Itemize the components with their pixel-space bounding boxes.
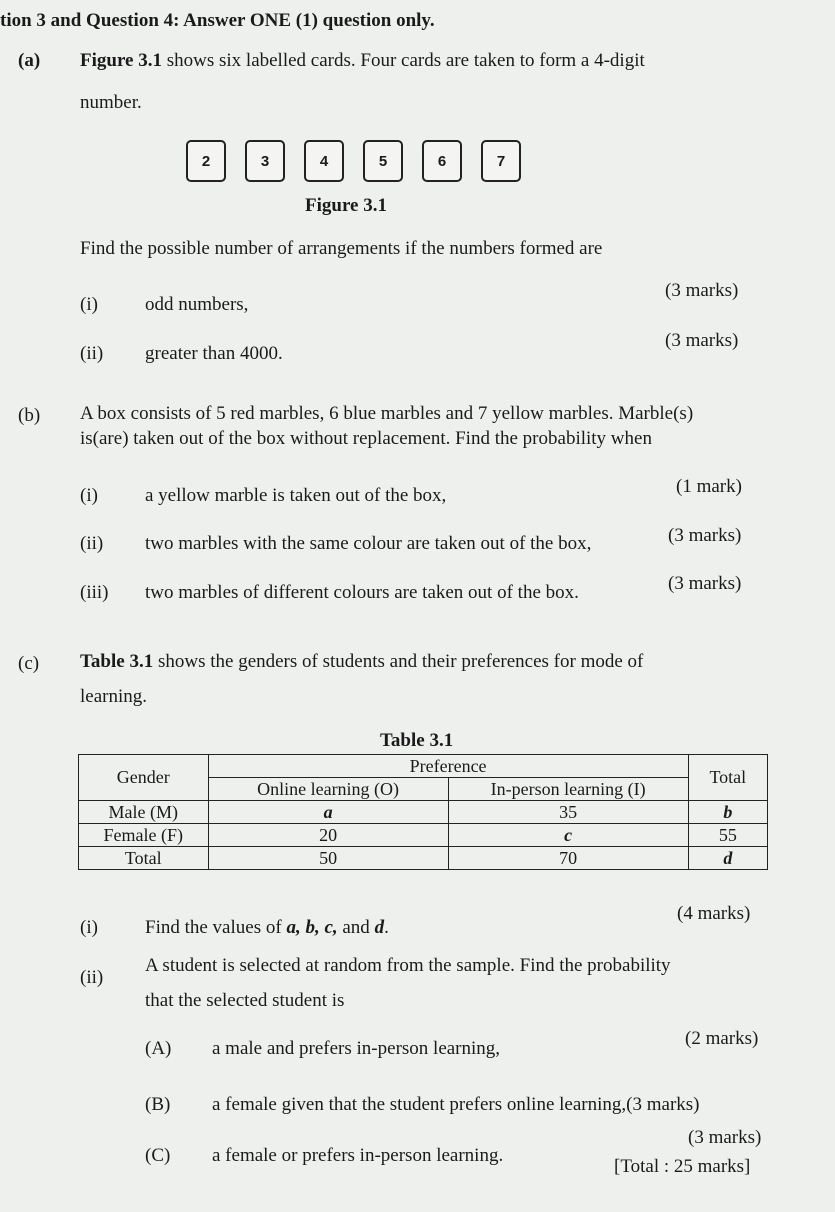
part-c-ii-num: (ii) <box>80 967 104 988</box>
part-c-ii-A-marks: (2 marks) <box>685 1028 759 1049</box>
part-c-i-dot: . <box>384 917 389 938</box>
part-a-ii-marks: (3 marks) <box>665 330 739 351</box>
part-c-i-and: and <box>337 917 375 938</box>
header-online: Online learning (O) <box>208 778 448 801</box>
table-title: Table 3.1 <box>380 730 454 751</box>
part-b-i-text: a yellow marble is taken out of the box, <box>145 485 447 506</box>
part-c-i-marks: (4 marks) <box>677 903 751 924</box>
header-preference: Preference <box>208 755 688 778</box>
total-marks: [Total : 25 marks] <box>614 1156 751 1177</box>
card: 2 <box>186 140 226 182</box>
cell-inperson: 35 <box>448 801 688 824</box>
cell-online: a <box>208 801 448 824</box>
part-b-iii-marks: (3 marks) <box>668 573 742 594</box>
card: 4 <box>304 140 344 182</box>
part-c-text1: shows the genders of students and their preferences for mode of <box>153 651 644 672</box>
part-c-i-vars: a, b, c, <box>286 917 338 938</box>
figure-caption: Figure 3.1 <box>305 195 387 216</box>
part-b-label: (b) <box>18 405 41 426</box>
part-a-i-marks: (3 marks) <box>665 280 739 301</box>
part-c-ii-A-num: (A) <box>145 1038 172 1059</box>
cell-inperson: 70 <box>448 847 688 870</box>
part-b-ii-text: two marbles with the same colour are taken out of the box, <box>145 533 592 554</box>
part-b-ii-num: (ii) <box>80 533 104 554</box>
cell-online: 50 <box>208 847 448 870</box>
card: 5 <box>363 140 403 182</box>
part-a-i-text: odd numbers, <box>145 294 249 315</box>
part-b-iii-text: two marbles of different colours are taken out of the box. <box>145 582 579 603</box>
cell-total: 55 <box>688 824 767 847</box>
card: 3 <box>245 140 285 182</box>
part-c-ii-C-text: a female or prefers in-person learning. <box>212 1145 504 1166</box>
part-a-text-line1 <box>80 50 645 72</box>
cell-total: d <box>688 847 767 870</box>
card: 6 <box>422 140 462 182</box>
part-a-ii-text: greater than 4000. <box>145 343 283 364</box>
card: 7 <box>481 140 521 182</box>
header-inperson: In-person learning (I) <box>448 778 688 801</box>
part-c-text-line2: learning. <box>80 686 148 707</box>
part-c-i-num: (i) <box>80 917 98 938</box>
part-a-i-num: (i) <box>80 294 98 315</box>
header-total: Total <box>688 755 767 801</box>
part-b-iii-num: (iii) <box>80 582 109 603</box>
question-header: tion 3 and Question 4: Answer ONE (1) question only. <box>0 10 435 31</box>
part-c-ii-text-line2: that the selected student is <box>145 990 345 1011</box>
part-b-text-line2: is(are) taken out of the box without replacement. Find the probability when <box>80 428 652 449</box>
part-a-prompt: Find the possible number of arrangements if the numbers formed are <box>80 238 603 259</box>
part-c-ii-B-text: a female given that the student prefers online learning,(3 marks) <box>212 1094 700 1115</box>
table-row <box>79 801 768 824</box>
cell-online: 20 <box>208 824 448 847</box>
part-c-i-d: d <box>374 917 385 938</box>
part-b-i-num: (i) <box>80 485 98 506</box>
figure-ref: Figure 3.1 <box>80 50 162 71</box>
part-c-i-text <box>145 917 389 939</box>
cell-inperson: c <box>448 824 688 847</box>
table-row <box>79 847 768 870</box>
part-a-text-line2: number. <box>80 92 142 113</box>
part-c-i-pre: Find the values of <box>145 917 287 938</box>
part-c-text-line1 <box>80 651 643 673</box>
part-b-text-line1: A box consists of 5 red marbles, 6 blue marbles and 7 yellow marbles. Marble(s) <box>80 403 694 424</box>
preference-table <box>78 754 768 870</box>
part-b-ii-marks: (3 marks) <box>668 525 742 546</box>
header-gender: Gender <box>79 755 209 801</box>
part-c-label: (c) <box>18 653 40 674</box>
part-c-ii-C-marks: (3 marks) <box>688 1127 762 1148</box>
table-ref: Table 3.1 <box>80 651 154 672</box>
part-c-ii-C-num: (C) <box>145 1145 171 1166</box>
row-label: Female (F) <box>79 824 209 847</box>
table-row <box>79 824 768 847</box>
part-c-ii-text-line1: A student is selected at random from the sample. Find the probability <box>145 955 671 976</box>
part-b-i-marks: (1 mark) <box>676 476 742 497</box>
part-c-ii-B-num: (B) <box>145 1094 171 1115</box>
part-a-ii-num: (ii) <box>80 343 104 364</box>
cell-total: b <box>688 801 767 824</box>
figure-cards <box>186 140 521 182</box>
part-c-ii-A-text: a male and prefers in-person learning, <box>212 1038 501 1059</box>
row-label: Male (M) <box>79 801 209 824</box>
row-label: Total <box>79 847 209 870</box>
part-a-label: (a) <box>18 50 41 71</box>
part-a-text1: shows six labelled cards. Four cards are taken to form a 4-digit <box>161 50 645 71</box>
